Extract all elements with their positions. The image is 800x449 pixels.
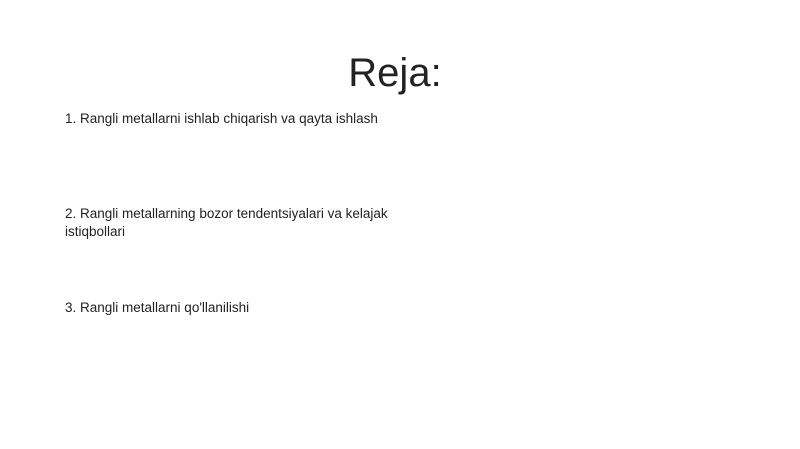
plan-item-3: 3. Rangli metallarni qo'llanilishi <box>65 300 250 315</box>
plan-item-1: 1. Rangli metallarni ishlab chiqarish va qayta ishlash <box>65 111 378 126</box>
slide-title: Reja: <box>348 50 442 95</box>
plan-item-2: 2. Rangli metallarning bozor tendentsiyalari va kelajak istiqbollari <box>65 206 388 239</box>
